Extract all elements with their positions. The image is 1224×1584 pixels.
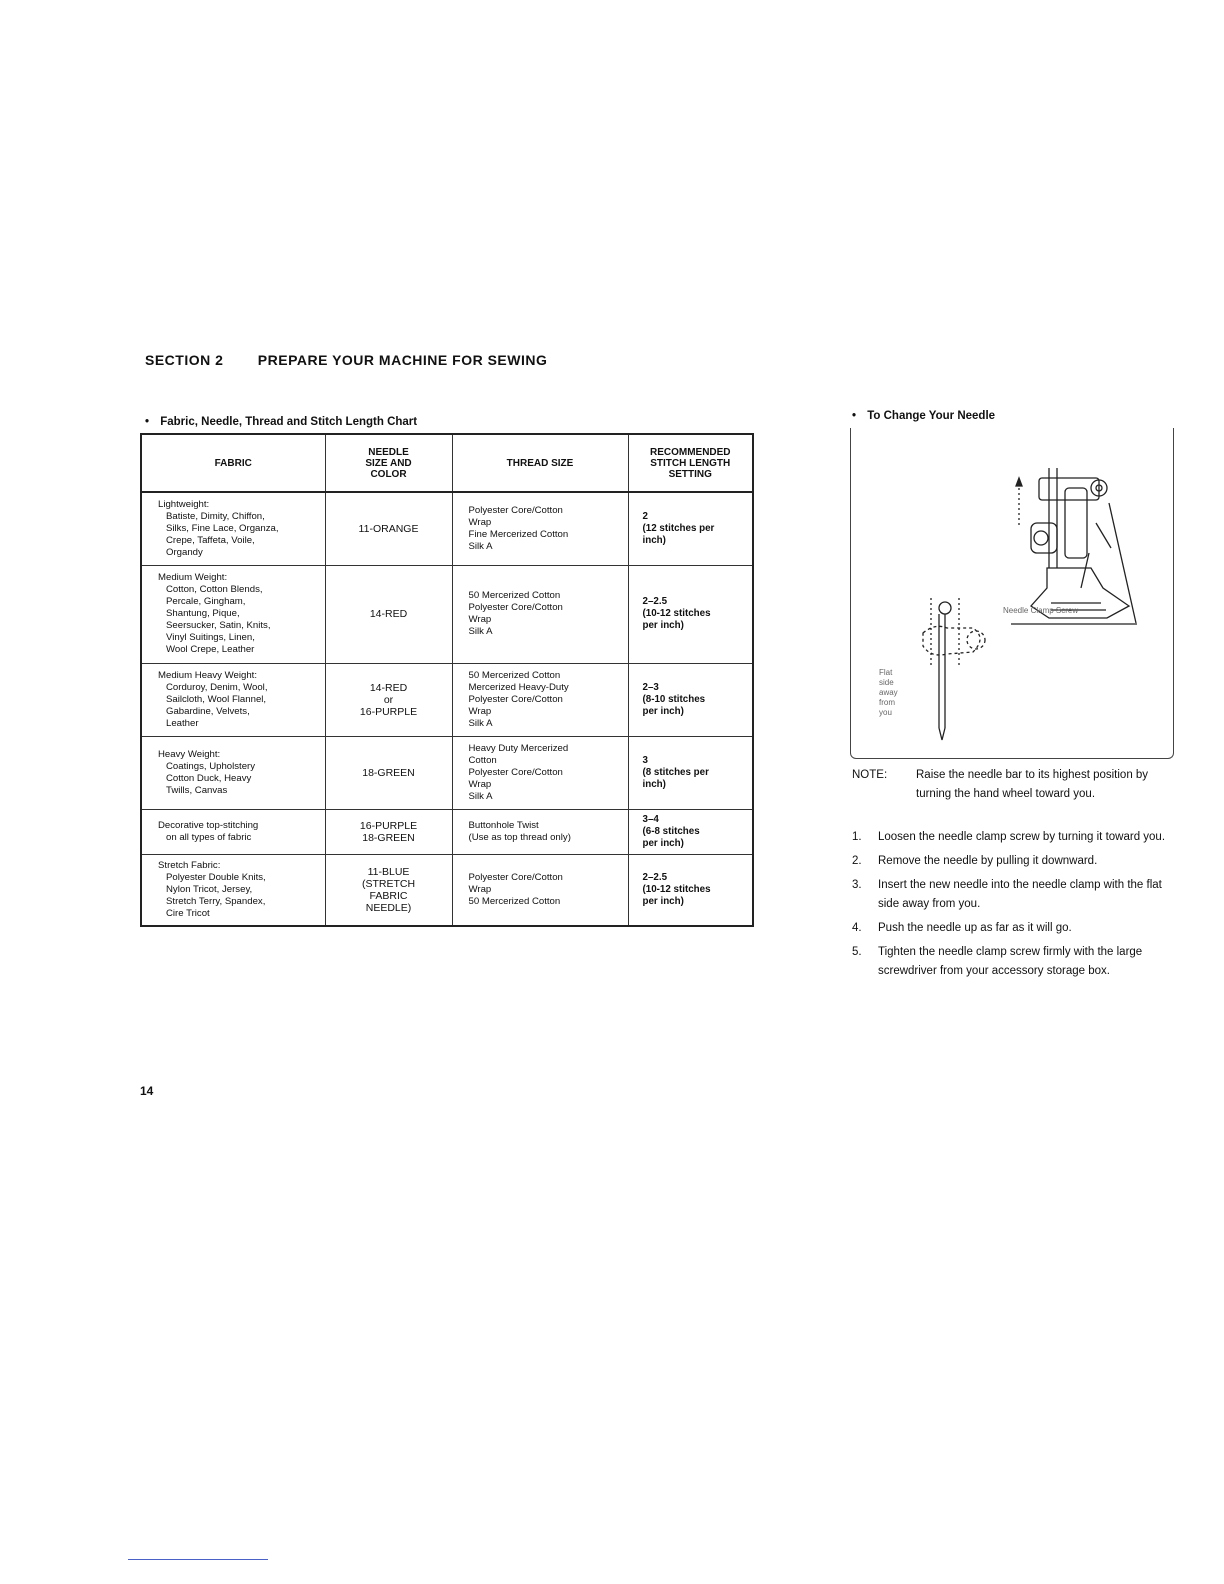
- thread-cell: 50 Mercerized Cotton Polyester Core/Cotton Wrap Silk A: [452, 565, 628, 663]
- note-label: NOTE:: [852, 769, 888, 781]
- footer-divider: [128, 1559, 268, 1560]
- list-item: [852, 828, 1172, 847]
- step-number: 3.: [852, 879, 862, 891]
- fabric-cell: Decorative top-stitching on all types of fabric: [141, 809, 325, 854]
- needle-cell: 14-RED: [325, 565, 452, 663]
- stitch-cell: 3–4 (6-8 stitches per inch): [628, 809, 753, 854]
- step-number: 4.: [852, 922, 862, 934]
- needle-cell: 14-RED or 16-PURPLE: [325, 663, 452, 736]
- presser-foot-illustration: [851, 428, 1173, 758]
- step-number: 1.: [852, 831, 862, 843]
- thread-cell: Buttonhole Twist (Use as top thread only): [452, 809, 628, 854]
- chart-title: Fabric, Needle, Thread and Stitch Length Chart: [160, 416, 418, 428]
- stitch-cell: 2–3 (8-10 stitches per inch): [628, 663, 753, 736]
- column-header-needle: NEEDLE SIZE AND COLOR: [325, 434, 452, 492]
- column-header-thread: THREAD SIZE: [452, 434, 628, 492]
- column-header-fabric: FABRIC: [141, 434, 325, 492]
- needle-cell: 11-ORANGE: [325, 492, 452, 565]
- list-item: [852, 943, 1172, 981]
- list-item: [852, 876, 1172, 914]
- needle-cell: 16-PURPLE 18-GREEN: [325, 809, 452, 854]
- bullet-icon: •: [145, 416, 150, 428]
- needle-change-steps: [852, 828, 1172, 986]
- step-text: Tighten the needle clamp screw firmly with the large screwdriver from your accessory storage box.: [878, 946, 1143, 977]
- step-number: 5.: [852, 946, 862, 958]
- fabric-cell: Medium Weight: Cotton, Cotton Blends, Percale, Gingham, Shantung, Pique, Seersucker, Satin, Knits, Vinyl Suitings, Linen, Wool Crepe, Leather: [141, 565, 325, 663]
- table-row: [141, 492, 753, 565]
- fabric-cell: Heavy Weight: Coatings, Upholstery Cotton Duck, Heavy Twills, Canvas: [141, 736, 325, 809]
- table-header-row: [141, 434, 753, 492]
- thread-cell: Polyester Core/Cotton Wrap Fine Mercerized Cotton Silk A: [452, 492, 628, 565]
- page-number: 14: [140, 1084, 154, 1098]
- needle-section-heading: [852, 410, 995, 422]
- bullet-icon: •: [852, 410, 857, 422]
- list-item: [852, 852, 1172, 871]
- table-row: [141, 854, 753, 926]
- table-row: [141, 809, 753, 854]
- stitch-cell: 2–2.5 (10-12 stitches per inch): [628, 854, 753, 926]
- needle-bar-clamp: [1039, 478, 1099, 500]
- section-number: SECTION 2: [145, 352, 224, 368]
- step-text: Remove the needle by pulling it downward.: [878, 855, 1098, 867]
- column-header-stitch: RECOMMENDED STITCH LENGTH SETTING: [628, 434, 753, 492]
- needle-section-title: To Change Your Needle: [867, 410, 996, 422]
- fabric-cell: Stretch Fabric: Polyester Double Knits, Nylon Tricot, Jersey, Stretch Terry, Spandex, Cire Tricot: [141, 854, 325, 926]
- stitch-cell: 2–2.5 (10-12 stitches per inch): [628, 565, 753, 663]
- step-text: Insert the new needle into the needle clamp with the flat side away from you.: [878, 879, 1162, 910]
- stitch-cell: 3 (8 stitches per inch): [628, 736, 753, 809]
- needle-cell: 18-GREEN: [325, 736, 452, 809]
- chart-heading: [145, 416, 417, 428]
- stitch-cell: 2 (12 stitches per inch): [628, 492, 753, 565]
- table-row: [141, 736, 753, 809]
- needle-change-figure: [850, 428, 1174, 759]
- step-text: Loosen the needle clamp screw by turning it toward you.: [878, 831, 1166, 843]
- thread-cell: Polyester Core/Cotton Wrap 50 Mercerized Cotton: [452, 854, 628, 926]
- section-title: PREPARE YOUR MACHINE FOR SEWING: [257, 352, 548, 368]
- needle-cell: 11-BLUE (STRETCH FABRIC NEEDLE): [325, 854, 452, 926]
- section-header: [145, 352, 547, 368]
- step-number: 2.: [852, 855, 862, 867]
- thread-cell: Heavy Duty Mercerized Cotton Polyester Core/Cotton Wrap Silk A: [452, 736, 628, 809]
- table-row: [141, 565, 753, 663]
- clamp-screw-label: Needle Clamp Screw: [1003, 606, 1079, 615]
- fabric-needle-thread-table: [140, 433, 754, 927]
- table-row: [141, 663, 753, 736]
- fabric-cell: Medium Heavy Weight: Corduroy, Denim, Wool, Sailcloth, Wool Flannel, Gabardine, Velvets, Leather: [141, 663, 325, 736]
- note-text: Raise the needle bar to its highest position by turning the hand wheel toward you.: [916, 769, 1149, 800]
- flat-side-label: Flat side away from you: [879, 668, 898, 717]
- thread-cell: 50 Mercerized Cotton Mercerized Heavy-Duty Polyester Core/Cotton Wrap Silk A: [452, 663, 628, 736]
- fabric-cell: Lightweight: Batiste, Dimity, Chiffon, Silks, Fine Lace, Organza, Crepe, Taffeta, Voile, Organdy: [141, 492, 325, 565]
- step-text: Push the needle up as far as it will go.: [878, 922, 1072, 934]
- list-item: [852, 919, 1172, 938]
